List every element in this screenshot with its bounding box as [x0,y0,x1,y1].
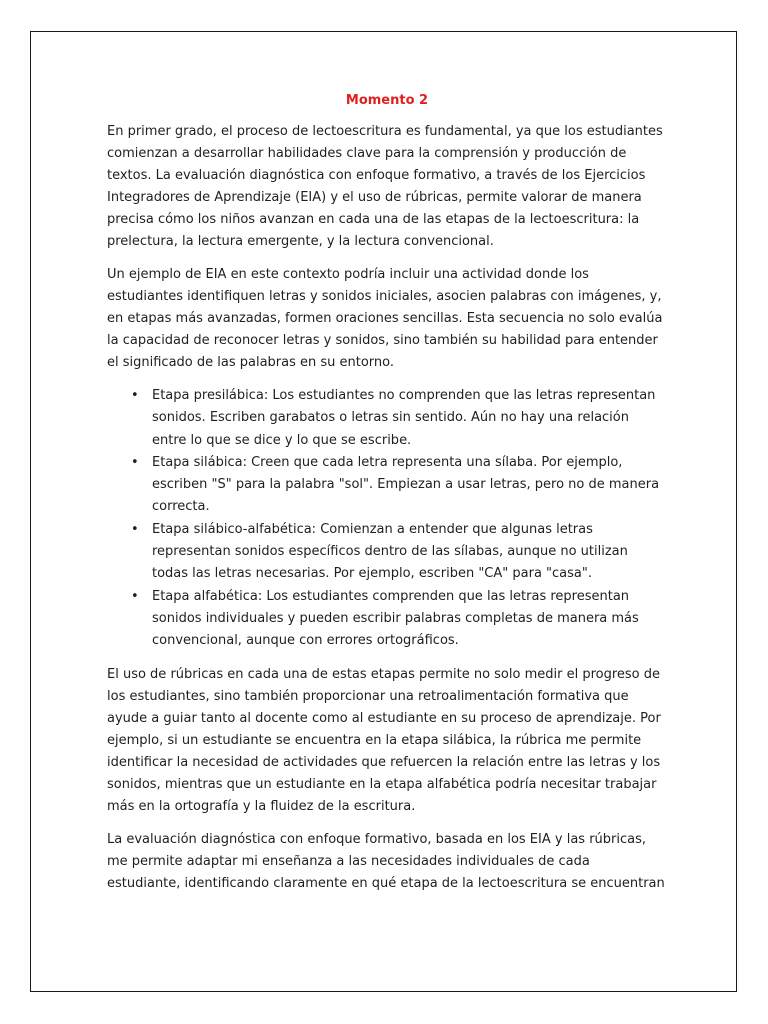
list-item-text: Etapa presilábica: Los estudiantes no comprenden que las letras representan sonidos. Escriben garabatos o letras sin sentido. Aún no hay una relación entre lo que se dice y lo que se escribe. [152,388,656,448]
paragraph-conclusion: La evaluación diagnóstica con enfoque formativo, basada en los EIA y las rúbricas, me permite adaptar mi enseñanza a las necesidades individuales de cada estudiante, identificando claramente en qué etapa de la lectoescritura se encuentran [107,831,665,891]
list-item [107,452,667,519]
paragraph-rubrics: El uso de rúbricas en cada una de estas etapas permite no solo medir el progreso de los estudiantes, sino también proporcionar una retroalimentación formativa que ayude a guiar tanto al docente como al estudiante en su proceso de aprendizaje. Por ejemplo, si un estudiante se encuentra en la etapa silábica, la rúbrica me permite identificar la necesidad de actividades que refuercen la relación entre las letras y los sonidos, mientras que un estudiante en la etapa alfabética podría necesitar trabajar más en la ortografía y la fluidez de la escritura. [107,666,661,814]
bullet-icon: • [131,388,139,403]
bullet-icon: • [131,521,139,537]
bullet-icon: • [131,454,139,470]
document-page [30,31,737,992]
document-title: Momento 2 [345,93,429,108]
list-item [107,519,667,586]
list-item-text: Etapa silábica: Creen que cada letra representa una sílaba. Por ejemplo, escriben "S" para la palabra "sol". Empiezan a usar letras, pero no de manera correcta. [152,454,660,515]
paragraph-eia-example: Un ejemplo de EIA en este contexto podría incluir una actividad donde los estudiantes identifiquen letras y sonidos iniciales, asocien palabras con imágenes, y, en etapas más avanzadas, formen oraciones sencillas. Esta secuencia no solo evalúa la capacidad de reconocer letras y sonidos, sino también su habilidad para entender el significado de las palabras en su entorno. [107,267,663,370]
document-body [107,93,667,906]
list-item-text: Etapa alfabética: Los estudiantes comprenden que las letras representan sonidos individuales y pueden escribir palabras completas de manera más convencional, aunque con errores ortográficos. [152,588,639,649]
bullet-icon: • [131,588,139,604]
stages-list [107,385,667,653]
list-item [107,385,667,452]
paragraph-intro: En primer grado, el proceso de lectoescritura es fundamental, ya que los estudiantes comienzan a desarrollar habilidades clave para la comprensión y producción de textos. La evaluación diagnóstica con enfoque formativo, a través de los Ejercicios Integradores de Aprendizaje (EIA) y el uso de rúbricas, permite valorar de manera precisa cómo los niños avanzan en cada una de las etapas de la lectoescritura: la prelectura, la lectura emergente, y la lectura convencional. [107,124,663,249]
list-item [107,586,667,653]
list-item-text: Etapa silábico-alfabética: Comienzan a entender que algunas letras representan sonidos específicos dentro de las sílabas, aunque no utilizan todas las letras necesarias. Por ejemplo, escriben "CA" para "casa". [152,521,628,582]
